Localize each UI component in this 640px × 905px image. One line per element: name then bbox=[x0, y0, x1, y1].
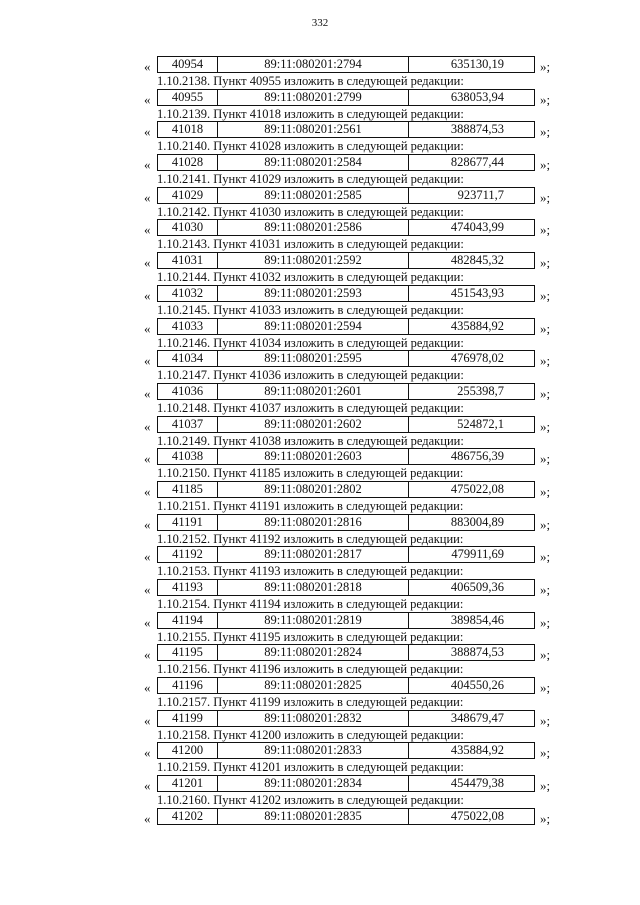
amendment-instruction: 1.10.2141. Пункт 41029 изложить в следующей редакции: bbox=[157, 172, 464, 187]
closing-quote: »; bbox=[540, 745, 551, 761]
amendment-instruction: 1.10.2153. Пункт 41193 изложить в следующей редакции: bbox=[157, 564, 464, 579]
item-number-cell: 41038 bbox=[158, 449, 218, 464]
opening-quote: « bbox=[144, 549, 151, 565]
table-row-cells bbox=[157, 677, 535, 694]
cadastral-number-cell: 89:11:080201:2595 bbox=[218, 351, 409, 366]
item-number-cell: 41199 bbox=[158, 711, 218, 726]
amendment-entry bbox=[0, 154, 640, 187]
closing-quote: »; bbox=[540, 124, 551, 140]
table-row-cells bbox=[157, 481, 535, 498]
table-row bbox=[0, 775, 640, 794]
item-number-cell: 41034 bbox=[158, 351, 218, 366]
opening-quote: « bbox=[144, 59, 151, 74]
cadastral-number-cell: 89:11:080201:2825 bbox=[218, 678, 409, 693]
table-row bbox=[0, 285, 640, 304]
table-row-cells bbox=[157, 416, 535, 433]
amendment-entry bbox=[0, 285, 640, 318]
item-number-cell: 41018 bbox=[158, 122, 218, 137]
item-number-cell: 41029 bbox=[158, 188, 218, 203]
cadastral-number-cell: 89:11:080201:2817 bbox=[218, 547, 409, 562]
table-row bbox=[0, 89, 640, 108]
closing-quote: »; bbox=[540, 320, 551, 336]
item-number-cell: 41036 bbox=[158, 384, 218, 399]
closing-quote: »; bbox=[540, 549, 551, 565]
item-number-cell: 41196 bbox=[158, 678, 218, 693]
amendment-entry bbox=[0, 318, 640, 351]
table-row-cells bbox=[157, 89, 535, 106]
closing-quote: »; bbox=[540, 680, 551, 696]
opening-quote: « bbox=[144, 483, 151, 499]
item-number-cell: 41032 bbox=[158, 286, 218, 301]
table-row-cells bbox=[157, 514, 535, 531]
amendment-instruction: 1.10.2148. Пункт 41037 изложить в следующей редакции: bbox=[157, 400, 464, 415]
cadastral-number-cell: 89:11:080201:2586 bbox=[218, 220, 409, 235]
amendment-entry bbox=[0, 252, 640, 285]
table-row bbox=[0, 416, 640, 435]
opening-quote: « bbox=[144, 157, 151, 173]
closing-quote: »; bbox=[540, 516, 551, 532]
amendment-entry bbox=[0, 579, 640, 612]
value-cell: 475022,08 bbox=[450, 481, 504, 496]
cadastral-number-cell: 89:11:080201:2832 bbox=[218, 711, 409, 726]
table-row bbox=[0, 514, 640, 533]
table-row bbox=[0, 219, 640, 238]
amendment-entry bbox=[0, 121, 640, 154]
table-row-cells bbox=[157, 252, 535, 269]
cadastral-number-cell: 89:11:080201:2819 bbox=[218, 613, 409, 628]
item-number-cell: 41031 bbox=[158, 253, 218, 268]
cadastral-number-cell: 89:11:080201:2835 bbox=[218, 809, 409, 824]
closing-quote: »; bbox=[540, 157, 551, 173]
table-row bbox=[0, 481, 640, 500]
amendment-entry bbox=[0, 416, 640, 449]
cadastral-number-cell: 89:11:080201:2834 bbox=[218, 776, 409, 791]
table-row bbox=[0, 677, 640, 696]
value-cell: 255398,7 bbox=[457, 383, 504, 398]
opening-quote: « bbox=[144, 287, 151, 303]
amendment-instruction: 1.10.2151. Пункт 41191 изложить в следующей редакции: bbox=[157, 498, 464, 513]
value-cell: 406509,36 bbox=[450, 580, 504, 594]
value-cell: 435884,92 bbox=[450, 743, 504, 758]
table-row-cells bbox=[157, 154, 535, 171]
amendment-instruction: 1.10.2145. Пункт 41033 изложить в следующей редакции: bbox=[157, 302, 464, 317]
table-row-cells bbox=[157, 318, 535, 335]
amendment-entry bbox=[0, 56, 640, 89]
opening-quote: « bbox=[144, 385, 151, 401]
closing-quote: »; bbox=[540, 712, 551, 728]
item-number-cell: 41191 bbox=[158, 515, 218, 530]
closing-quote: »; bbox=[540, 418, 551, 434]
item-number-cell: 41037 bbox=[158, 417, 218, 432]
amendment-entry bbox=[0, 710, 640, 743]
table-row bbox=[0, 644, 640, 663]
closing-quote: »; bbox=[540, 222, 551, 238]
value-cell: 388874,53 bbox=[450, 645, 504, 660]
value-cell: 348679,47 bbox=[450, 710, 504, 725]
opening-quote: « bbox=[144, 320, 151, 336]
table-row-cells bbox=[157, 644, 535, 661]
value-cell: 454479,38 bbox=[450, 776, 504, 791]
table-row bbox=[0, 350, 640, 369]
opening-quote: « bbox=[144, 745, 151, 761]
table-row bbox=[0, 252, 640, 271]
value-cell: 486756,39 bbox=[450, 449, 504, 464]
value-cell: 451543,93 bbox=[450, 285, 504, 300]
amendment-entry bbox=[0, 350, 640, 383]
value-cell: 389854,46 bbox=[450, 612, 504, 627]
amendment-instruction: 1.10.2140. Пункт 41028 изложить в следующей редакции: bbox=[157, 139, 464, 154]
opening-quote: « bbox=[144, 647, 151, 663]
table-row-cells bbox=[157, 775, 535, 792]
opening-quote: « bbox=[144, 516, 151, 532]
table-row bbox=[0, 742, 640, 761]
table-row bbox=[0, 612, 640, 631]
amendment-instruction: 1.10.2157. Пункт 41199 изложить в следующей редакции: bbox=[157, 695, 464, 710]
table-row-cells bbox=[157, 187, 535, 204]
value-cell: 883004,89 bbox=[450, 514, 504, 529]
amendment-instruction: 1.10.2139. Пункт 41018 изложить в следующей редакции: bbox=[157, 106, 464, 121]
table-row-cells bbox=[157, 56, 535, 73]
opening-quote: « bbox=[144, 222, 151, 238]
closing-quote: »; bbox=[540, 59, 551, 74]
opening-quote: « bbox=[144, 91, 151, 107]
page-number: 332 bbox=[311, 17, 329, 29]
opening-quote: « bbox=[144, 353, 151, 369]
value-cell: 635130,19 bbox=[450, 57, 504, 71]
cadastral-number-cell: 89:11:080201:2594 bbox=[218, 319, 409, 334]
opening-quote: « bbox=[144, 124, 151, 140]
cadastral-number-cell: 89:11:080201:2802 bbox=[218, 482, 409, 497]
closing-quote: »; bbox=[540, 91, 551, 107]
cadastral-number-cell: 89:11:080201:2833 bbox=[218, 743, 409, 758]
table-row-cells bbox=[157, 350, 535, 367]
table-row-cells bbox=[157, 383, 535, 400]
item-number-cell: 41202 bbox=[158, 809, 218, 824]
amendment-entry bbox=[0, 644, 640, 677]
value-cell: 479911,69 bbox=[451, 547, 504, 562]
table-row-cells bbox=[157, 579, 535, 596]
amendment-instruction: 1.10.2144. Пункт 41032 изложить в следующей редакции: bbox=[157, 270, 464, 285]
closing-quote: »; bbox=[540, 778, 551, 794]
opening-quote: « bbox=[144, 582, 151, 597]
amendment-entry bbox=[0, 514, 640, 547]
amendment-instruction: 1.10.2146. Пункт 41034 изложить в следующей редакции: bbox=[157, 335, 464, 350]
value-cell: 404550,26 bbox=[450, 678, 504, 693]
amendment-entry bbox=[0, 219, 640, 252]
closing-quote: »; bbox=[540, 582, 551, 597]
amendment-instruction: 1.10.2152. Пункт 41192 изложить в следующей редакции: bbox=[157, 531, 464, 546]
cadastral-number-cell: 89:11:080201:2824 bbox=[218, 645, 409, 660]
item-number-cell: 41193 bbox=[158, 580, 218, 595]
cadastral-number-cell: 89:11:080201:2603 bbox=[218, 449, 409, 464]
amendment-entry bbox=[0, 546, 640, 579]
table-row bbox=[0, 383, 640, 402]
item-number-cell: 41033 bbox=[158, 319, 218, 334]
opening-quote: « bbox=[144, 418, 151, 434]
amendment-entry bbox=[0, 187, 640, 220]
closing-quote: »; bbox=[540, 385, 551, 401]
cadastral-number-cell: 89:11:080201:2794 bbox=[218, 57, 409, 72]
table-row bbox=[0, 710, 640, 729]
opening-quote: « bbox=[144, 778, 151, 794]
amendment-entry bbox=[0, 448, 640, 481]
item-number-cell: 41192 bbox=[158, 547, 218, 562]
amendment-instruction: 1.10.2138. Пункт 40955 изложить в следующей редакции: bbox=[157, 74, 464, 88]
value-cell: 923711,7 bbox=[457, 187, 504, 202]
value-cell: 524872,1 bbox=[457, 416, 504, 431]
cadastral-number-cell: 89:11:080201:2601 bbox=[218, 384, 409, 399]
item-number-cell: 41201 bbox=[158, 776, 218, 791]
amendment-instruction: 1.10.2154. Пункт 41194 изложить в следующей редакции: bbox=[157, 597, 464, 611]
value-cell: 474043,99 bbox=[450, 220, 504, 235]
table-row bbox=[0, 154, 640, 173]
table-row bbox=[0, 121, 640, 140]
amendment-entry bbox=[0, 808, 640, 841]
amendment-instruction: 1.10.2143. Пункт 41031 изложить в следующей редакции: bbox=[157, 237, 464, 252]
cadastral-number-cell: 89:11:080201:2816 bbox=[218, 515, 409, 530]
cadastral-number-cell: 89:11:080201:2561 bbox=[218, 122, 409, 137]
table-row bbox=[0, 187, 640, 206]
amendment-entry bbox=[0, 383, 640, 416]
value-cell: 638053,94 bbox=[450, 89, 504, 104]
opening-quote: « bbox=[144, 810, 151, 826]
item-number-cell: 41185 bbox=[158, 482, 218, 497]
value-cell: 435884,92 bbox=[450, 318, 504, 333]
item-number-cell: 41028 bbox=[158, 155, 218, 170]
amendment-entry bbox=[0, 742, 640, 775]
table-row-cells bbox=[157, 742, 535, 759]
table-row bbox=[0, 808, 640, 827]
cadastral-number-cell: 89:11:080201:2593 bbox=[218, 286, 409, 301]
table-row bbox=[0, 318, 640, 337]
table-row-cells bbox=[157, 808, 535, 825]
opening-quote: « bbox=[144, 255, 151, 271]
closing-quote: »; bbox=[540, 287, 551, 303]
value-cell: 475022,08 bbox=[450, 808, 504, 823]
amendment-entry bbox=[0, 775, 640, 808]
closing-quote: »; bbox=[540, 255, 551, 271]
item-number-cell: 41030 bbox=[158, 220, 218, 235]
cadastral-number-cell: 89:11:080201:2799 bbox=[218, 90, 409, 105]
cadastral-number-cell: 89:11:080201:2592 bbox=[218, 253, 409, 268]
table-row bbox=[0, 546, 640, 565]
table-row-cells bbox=[157, 285, 535, 302]
table-row-cells bbox=[157, 448, 535, 465]
item-number-cell: 41195 bbox=[158, 645, 218, 660]
closing-quote: »; bbox=[540, 451, 551, 467]
closing-quote: »; bbox=[540, 189, 551, 205]
opening-quote: « bbox=[144, 614, 151, 630]
closing-quote: »; bbox=[540, 647, 551, 663]
amendment-instruction: 1.10.2155. Пункт 41195 изложить в следующей редакции: bbox=[157, 629, 464, 644]
item-number-cell: 40954 bbox=[158, 57, 218, 72]
amendment-entry bbox=[0, 89, 640, 122]
table-row-cells bbox=[157, 219, 535, 236]
opening-quote: « bbox=[144, 451, 151, 467]
table-row bbox=[0, 448, 640, 467]
value-cell: 476978,02 bbox=[450, 351, 504, 366]
amendment-instruction: 1.10.2147. Пункт 41036 изложить в следующей редакции: bbox=[157, 368, 464, 383]
amendment-instruction: 1.10.2158. Пункт 41200 изложить в следующей редакции: bbox=[157, 727, 464, 742]
amendment-instruction: 1.10.2150. Пункт 41185 изложить в следующей редакции: bbox=[157, 466, 464, 481]
amendment-instruction: 1.10.2159. Пункт 41201 изложить в следующей редакции: bbox=[157, 760, 464, 775]
closing-quote: »; bbox=[540, 483, 551, 499]
amendment-instruction: 1.10.2160. Пункт 41202 изложить в следующей редакции: bbox=[157, 793, 464, 808]
amendment-entry bbox=[0, 481, 640, 514]
table-row bbox=[0, 56, 640, 75]
value-cell: 482845,32 bbox=[450, 253, 504, 268]
value-cell: 388874,53 bbox=[450, 122, 504, 137]
cadastral-number-cell: 89:11:080201:2585 bbox=[218, 188, 409, 203]
amendment-instruction: 1.10.2149. Пункт 41038 изложить в следующей редакции: bbox=[157, 433, 464, 448]
cadastral-number-cell: 89:11:080201:2818 bbox=[218, 580, 409, 595]
amendment-entry bbox=[0, 677, 640, 710]
table-row-cells bbox=[157, 121, 535, 138]
amendment-instruction: 1.10.2142. Пункт 41030 изложить в следующей редакции: bbox=[157, 204, 464, 219]
opening-quote: « bbox=[144, 712, 151, 728]
item-number-cell: 41194 bbox=[158, 613, 218, 628]
table-row-cells bbox=[157, 612, 535, 629]
table-row bbox=[0, 579, 640, 598]
amendment-instruction: 1.10.2156. Пункт 41196 изложить в следующей редакции: bbox=[157, 662, 464, 677]
closing-quote: »; bbox=[540, 353, 551, 369]
item-number-cell: 41200 bbox=[158, 743, 218, 758]
value-cell: 828677,44 bbox=[450, 155, 504, 170]
cadastral-number-cell: 89:11:080201:2584 bbox=[218, 155, 409, 170]
table-row-cells bbox=[157, 710, 535, 727]
document-body bbox=[0, 56, 640, 841]
item-number-cell: 40955 bbox=[158, 90, 218, 105]
opening-quote: « bbox=[144, 189, 151, 205]
closing-quote: »; bbox=[540, 810, 551, 826]
table-row-cells bbox=[157, 546, 535, 563]
opening-quote: « bbox=[144, 680, 151, 696]
amendment-entry bbox=[0, 612, 640, 645]
cadastral-number-cell: 89:11:080201:2602 bbox=[218, 417, 409, 432]
closing-quote: »; bbox=[540, 614, 551, 630]
